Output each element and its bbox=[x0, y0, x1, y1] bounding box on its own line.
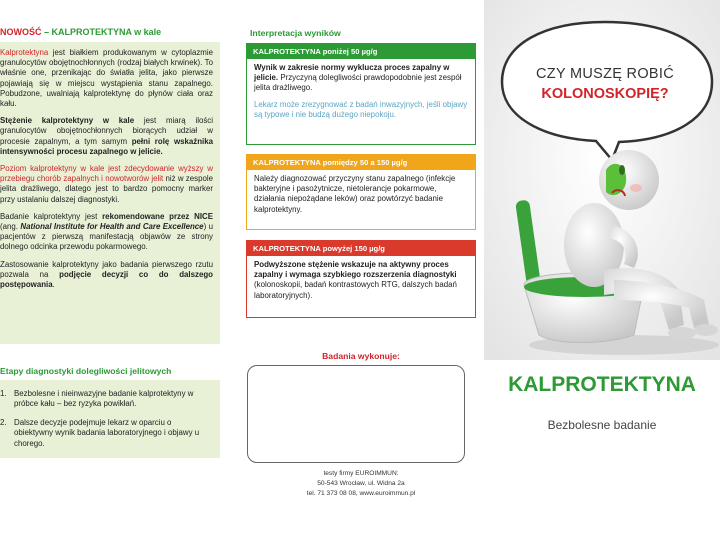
list-item bbox=[0, 389, 212, 410]
highlight-text: Poziom kalprotektyny w kale jest zdecydowanie wyższy w przebiegu chorób zapalnych i nowotworów jelit bbox=[0, 164, 213, 184]
company-address: 50-543 Wrocław, ul. Widna 2a bbox=[317, 480, 405, 487]
company-contact: tel. 71 373 08 08, www.euroimmun.pl bbox=[306, 490, 416, 497]
result-note: Lekarz może zrezygnować z badań inwazyjnych, jeśli objawy są typowe i nie budzą dużego niepokoju. bbox=[254, 99, 468, 119]
step-text: Dalsze decyzje podejmuje lekarz w oparciu o obiektywny wynik badania laboratoryjnego i objawy u chorego. bbox=[14, 417, 200, 448]
result-box-normal bbox=[246, 43, 476, 145]
bold-text: Stężenie kalprotektyny w kale bbox=[0, 116, 135, 126]
bubble-question-line2: KOLONOSKOPIĘ? bbox=[541, 86, 669, 102]
step-text: Bezbolesne i nieinwazyjne badanie kalprotektyny w próbce kału – bez ryzyka powikłań. bbox=[14, 389, 194, 409]
bold-text: Podwyższone stężenie wskazuje na aktywny proces zapalny i wymaga szybkiego rozszerzenia diagnostyki bbox=[254, 260, 457, 280]
paragraph-nice bbox=[0, 212, 213, 253]
stages-box bbox=[0, 380, 220, 458]
result-paragraph bbox=[254, 260, 468, 301]
paragraph-text: (kolonoskopii, badań kontrastowych RTG, dalszych badań laboratoryjnych). bbox=[254, 280, 457, 300]
info-box bbox=[0, 42, 220, 344]
result-paragraph: Należy diagnozować przyczyny stanu zapalnego (infekcje bakteryjne i pasożytnicze, nietolerancje pokarmowe, działania niepożądane leków) oraz powtórzyć badanie kalprotektyny. bbox=[254, 174, 456, 214]
result-body-normal bbox=[247, 59, 475, 130]
nice-full-name: National Institute for Health and Care Excellence bbox=[20, 222, 204, 232]
paragraph-text: . bbox=[52, 280, 55, 290]
company-info bbox=[246, 469, 476, 499]
bold-text: pełni rolę wskaźnika intensywności procesu zapalnego w jelicie. bbox=[0, 136, 213, 156]
result-box-medium bbox=[246, 154, 476, 230]
step-number: 2. bbox=[0, 417, 7, 427]
term-kalprotektyna: Kalprotektyna bbox=[0, 48, 49, 57]
section-title-new bbox=[0, 27, 161, 37]
paragraph-text: Badanie kalprotektyny jest bbox=[0, 211, 103, 221]
brand-subtitle: Bezbolesne badanie bbox=[547, 418, 657, 432]
illustration bbox=[484, 0, 720, 360]
result-body-medium bbox=[247, 170, 475, 225]
section-title-text: – KALPROTEKTYNA w kale bbox=[41, 27, 162, 37]
step-number: 1. bbox=[0, 389, 7, 398]
performed-by-title: Badania wykonuje: bbox=[322, 351, 400, 361]
new-label: NOWOŚĆ bbox=[0, 27, 42, 37]
result-body-high bbox=[247, 256, 475, 311]
paragraph-text: (ang. bbox=[0, 222, 21, 232]
paragraph-text: niż w zespole jelita drażliwego, dlatego jest to bardzo pomocny marker przy ustalaniu dalszej diagnostyki. bbox=[0, 174, 213, 204]
result-header-high: KALPROTEKTYNA powyżej 150 µg/g bbox=[247, 241, 475, 256]
company-line: testy firmy EUROIMMUN: bbox=[323, 470, 399, 477]
result-box-high bbox=[246, 240, 476, 318]
middle-panel bbox=[246, 0, 478, 540]
bold-text: rekomendowane przez NICE bbox=[102, 211, 213, 221]
paragraph-text: Przyczyną dolegliwości prawdopodobnie jest zespół jelita drażliwego. bbox=[254, 73, 462, 93]
paragraph-text: Zastosowanie kalprotektyny jako badania pierwszego rzutu pozwala na bbox=[0, 259, 213, 279]
section-title-stages: Etapy diagnostyki dolegliwości jelitowych bbox=[0, 366, 172, 376]
left-panel bbox=[0, 0, 222, 540]
figure-on-toilet-illustration bbox=[484, 0, 720, 360]
paragraph-text: ) u pacjentów z pierwszą manifestacją objawów ze strony dolnego odcinka przewodu pokarmowego. bbox=[0, 222, 213, 252]
paragraph-text: jest białkiem produkowanym w cytoplazmie granulocytów obojętnochłonnych (rodzaj białych krwinek). To właśnie one, przenikając do światła jelita, jako pierwsze pojawiają się w miejscu wystąpienia stanu zapalnego. Pobudzone, uwalniają kalprotektynę do płynów ciała oraz kału. bbox=[0, 48, 213, 109]
paragraph-intro bbox=[0, 48, 213, 109]
interpretation-title: Interpretacja wyników bbox=[250, 28, 341, 38]
stages-list bbox=[0, 389, 212, 449]
result-header-medium: KALPROTEKTYNA pomiędzy 50 a 150 µg/g bbox=[247, 155, 475, 170]
bubble-question-line1: CZY MUSZĘ ROBIĆ bbox=[536, 66, 674, 82]
right-panel bbox=[484, 0, 720, 540]
result-paragraph bbox=[254, 63, 468, 94]
result-header-normal: KALPROTEKTYNA poniżej 50 µg/g bbox=[247, 44, 475, 59]
paragraph-text: jest miarą ilości granulocytów obojętnochłonnych biorących udział w procesie zapalnym, a tym samym bbox=[0, 116, 213, 146]
list-item bbox=[0, 418, 212, 449]
paragraph-first-line bbox=[0, 260, 213, 291]
paragraph-concentration bbox=[0, 116, 213, 157]
stamp-box bbox=[247, 365, 465, 463]
bold-text: podjęcie decyzji co do dalszego postępowania bbox=[0, 269, 213, 290]
paragraph-level bbox=[0, 164, 213, 205]
bold-text: Wynik w zakresie normy wyklucza proces zapalny w jelicie. bbox=[254, 63, 450, 83]
brand-title: KALPROTEKTYNA bbox=[508, 373, 696, 396]
